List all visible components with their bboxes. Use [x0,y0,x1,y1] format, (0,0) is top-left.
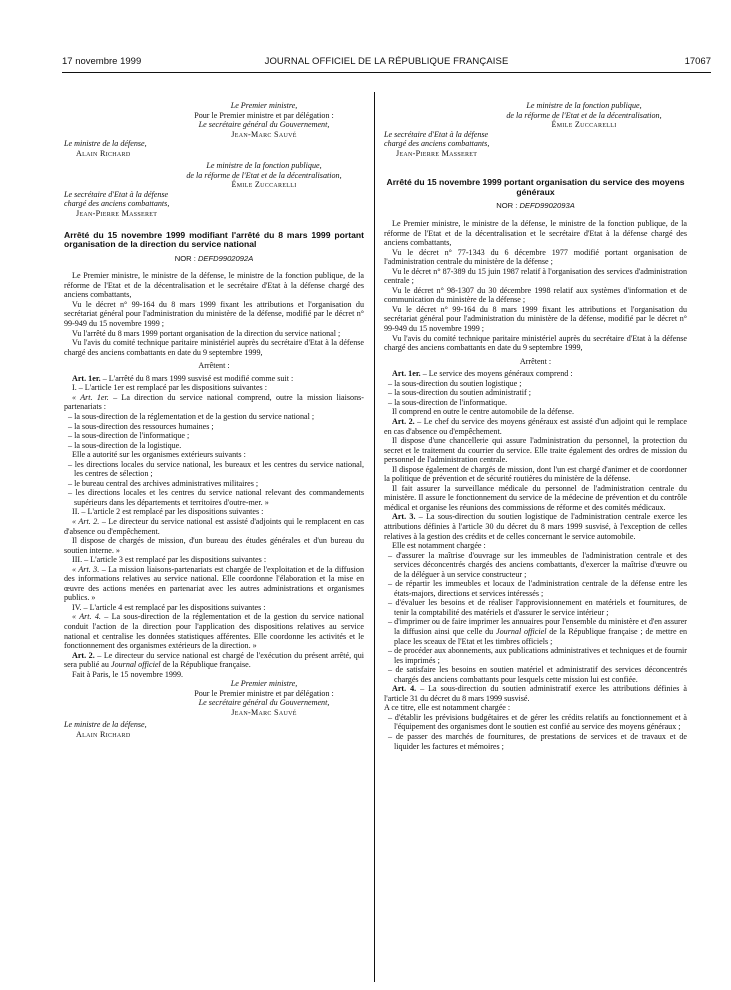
nor-reference-left: NOR : DEFD9902092A [174,253,254,263]
article-1: Art. 1er. – L'arrêté du 8 mars 1999 susvisé est modifié comme suit : [72,373,294,383]
signature-secretaire-etat: Le secrétaire d'Etat à la défense chargé des anciens combattants, Jean-Pierre Masseret [64,189,170,219]
section-i-intro: I. – L'article 1er est remplacé par les dispositions suivantes : [72,383,267,393]
list-item: – la sous-direction des ressources humaines ; [68,421,214,431]
list-item: – de passer des marchés de fournitures, de prestations de services et de travaux et de liquider les factures et mémoires ; [388,732,687,751]
list-item: – de procéder aux abonnements, aux publications administratives et techniques et de fournir les imprimés ; [388,646,687,665]
list-item: – la sous-direction du soutien administratif ; [388,388,531,398]
paragraph: A ce titre, elle est notamment chargée : [384,703,511,713]
signature-secretaire-etat-right: Le secrétaire d'Etat à la défense chargé des anciens combattants, Jean-Pierre Masseret [384,129,490,158]
paragraph: Elle est notamment chargée : [392,541,486,551]
section-ii-article: « Art. 2. – Le directeur du service national est assisté d'adjoints qui le remplacent en cas d'absence ou d'empêchement. [64,516,364,536]
section-ii-intro: II. – L'article 2 est remplacé par les dispositions suivantes : [72,507,264,517]
list-item: – de satisfaire les besoins en soutien matériel et administratif des services déconcentrés chargés des anciens combattants pour lesquels cette mission lui est confiée. [388,665,687,684]
list-item: – d'assurer la maîtrise d'ouvrage sur les immeubles de l'administration centrale et des services déconcentrés chargés des anciens combattants, d'exercer la maîtrise d'œuvre ou de la déléguer à un service constructeur ; [388,550,687,579]
preamble-paragraph: Vu le décret n° 87-389 du 15 juin 1987 relatif à l'organisation des services d'administration centrale ; [384,266,687,286]
section-iv-article: « Art. 4. – La sous-direction de la réglementation et de la gestion du service national conduit l'action de la direction pour l'application des dispositions relatives au service national et centralise les données statistiques afférentes. Elle coordonne les activités et le fonctionnement des organismes extérieurs de la direction. » [64,612,364,651]
preamble-paragraph: Le Premier ministre, le ministre de la défense, le ministre de la fonction publique, de la réforme de l'Etat et de la décentralisation et le secrétaire d'Etat à la défense chargé des anciens combattants, [384,219,687,248]
list-item: – le bureau central des archives administratives militaires ; [68,478,259,488]
preamble-paragraph: Vu le décret n° 99-164 du 8 mars 1999 fixant les attributions et l'organisation du secrétariat général pour l'administration du ministère de la défense, modifié par le décret n° 99-949 du 15 novembre 1999 ; [64,299,364,329]
paragraph: Il comprend en outre le centre automobile de la défense. [392,407,575,417]
column-divider [374,92,375,982]
section-i-article: « Art. 1er. – La direction du service national comprend, outre la mission liaisons-partenariats : [64,392,364,412]
preamble-paragraph: Vu l'avis du comité technique paritaire ministériel auprès du secrétaire d'Etat à la défense chargé des anciens combattants en date du 9 septembre 1999, [64,338,364,357]
header-rule [62,72,711,73]
signature-ministre-defense: Le ministre de la défense, Alain Richard [64,139,147,158]
journal-title: JOURNAL OFFICIEL DE LA RÉPUBLIQUE FRANÇAISE [264,56,509,67]
article-3: Art. 3. – La sous-direction du soutien logistique de l'administration centrale exerce les attributions définies à l'article 30 du décret du 8 mars 1999 susvisé, à l'exception de celles relatives à la gestion des crédits et de celles concernant le service automobile. [384,512,688,541]
page-number: 17067 [684,56,711,67]
arretent-heading: Arrêtent : [519,356,552,366]
list-item: – la sous-direction de la logistique. [68,440,182,450]
section-iii-intro: III. – L'article 3 est remplacé par les dispositions suivantes : [72,555,267,565]
preamble-paragraph: Vu l'avis du comité technique paritaire ministériel auprès du secrétaire d'Etat à la défense chargé des anciens combattants en date du 9 septembre 1999, [384,333,687,353]
paragraph: Il dispose d'une chancellerie qui assure l'administration du personnel, la protection du secret et le traitement du courrier du service. Elle traite également des ordres de mission du personnel de l'administration centrale. [384,436,687,465]
signature-ministre-fonction-publique: Le ministre de la fonction publique, de la réforme de l'Etat et de la décentralisation, Émile Zuccarelli [186,161,342,190]
list-item: – de répartir les immeubles et locaux de l'administration centrale de la défense entre les états-majors, directions et services intéressés ; [388,579,687,598]
preamble-paragraph: Vu l'arrêté du 8 mars 1999 portant organisation de la direction du service national ; [72,328,341,338]
article-1: Art. 1er. – Le service des moyens généraux comprend : [392,369,573,379]
paragraph: Elle a autorité sur les organismes extérieurs suivants : [72,450,246,460]
preamble-paragraph: Vu le décret n° 77-1343 du 6 décembre 1977 modifié portant organisation de l'administration centrale du ministère de la défense ; [384,247,687,267]
paragraph: Il dispose de chargés de mission, d'un bureau des études générales et d'un bureau du soutien interne. » [64,536,364,555]
list-item: – la sous-direction de l'informatique. [388,397,508,407]
list-item: – les directions locales du service national, les bureaux et les centres du service national, les centres de sélection ; [68,459,364,479]
page-header [62,56,711,70]
signature-ministre-fonction-publique-right: Le ministre de la fonction publique, de la réforme de l'Etat et de la décentralisation, Émile Zuccarelli [506,101,662,130]
paragraph: Il fait assurer la surveillance médicale du personnel de l'administration centrale du ministère. Il assure le fonctionnement du service de la médecine de prévention et du contrôle médical et organise les réunions des commissions de réforme et des comités médicaux. [384,483,687,512]
issue-date: 17 novembre 1999 [62,56,142,67]
list-item: – la sous-direction du soutien logistique ; [388,378,522,388]
nor-reference-right: NOR : DEFD9902093A [496,201,575,211]
list-item: – les directions locales et les centres du service national relevant des commandements supérieurs dans les départements et territoires d'outre-mer. » [68,488,364,507]
left-column [64,101,364,740]
list-item: – la sous-direction de l'informatique ; [68,431,190,441]
list-item: – d'évaluer les besoins et de réaliser l'approvisionnement en matériels et fournitures, de tenir la comptabilité des matériels et d'assurer le service intérieur ; [388,598,687,617]
preamble-paragraph: Le Premier ministre, le ministre de la défense, le ministre de la fonction publique, de la réforme de l'Etat et de la décentralisation et le secrétaire d'Etat à la défense chargé des anciens combattants, [64,271,364,300]
section-iv-intro: IV. – L'article 4 est remplacé par les dispositions suivantes : [72,602,266,612]
right-column [384,101,687,751]
preamble-paragraph: Vu le décret n° 99-164 du 8 mars 1999 fixant les attributions et l'organisation du secrétariat général pour l'administration du ministère de la défense, modifié par le décret n° 99-949 du 15 novembre 1999 ; [384,304,687,334]
paragraph: Il dispose également de chargés de mission, dont l'un est chargé d'animer et de coordonner la politique de prévention et de sécurité routières du ministère de la défense. [384,464,687,484]
article-4: Art. 4. – La sous-direction du soutien administratif exerce les attributions définies à l'article 31 du décret du 8 mars 1999 susvisé. [384,684,687,703]
fait-a-paris: Fait à Paris, le 15 novembre 1999. [72,669,184,679]
preamble-paragraph: Vu le décret n° 98-1307 du 30 décembre 1998 relatif aux systèmes d'information et de communication du ministère de la défense ; [384,285,687,305]
signature-ministre-defense-2: Le ministre de la défense, Alain Richard [64,720,147,739]
section-iii-article: « Art. 3. – La mission liaisons-partenariats est chargée de l'exploitation et de la diffusion des informations relatives au service national. Elle coordonne l'élaboration et la mise en œuvre des actions menées en partenariat avec les autres administrations et organismes publics. » [64,564,365,603]
list-item: – la sous-direction de la réglementation et de la gestion du service national ; [68,411,315,421]
arretent-heading: Arrêtent : [198,361,230,371]
article-2: Art. 2. – Le chef du service des moyens généraux est assisté d'un adjoint qui le remplace en cas d'absence ou d'empêchement. [384,416,687,436]
signature-premier-ministre-2: Le Premier ministre, Pour le Premier ministre et par délégation : Le secrétaire général du Gouvernement, Jean-Marc Sauvé [194,679,334,717]
arrete-title-right: Arrêté du 15 novembre 1999 portant organisation du service des moyens généraux [386,177,685,197]
arrete-title-left: Arrêté du 15 novembre 1999 modifiant l'arrêté du 8 mars 1999 portant organisation de la direction du service national [64,229,364,250]
article-2: Art. 2. – Le directeur du service national est chargé de l'exécution du présent arrêté, qui sera publié au Journal officiel de la République française. [64,650,365,670]
list-item: – d'établir les prévisions budgétaires et de gérer les crédits relatifs au fonctionnement et à l'équipement des organismes dont le soutien est confié au service des moyens généraux ; [388,712,687,732]
signature-premier-ministre: Le Premier ministre, Pour le Premier ministre et par délégation : Le secrétaire général du Gouvernement, Jean-Marc Sauvé [194,101,334,139]
list-item: – d'imprimer ou de faire imprimer les annuaires pour l'ensemble du ministère et d'en assurer la diffusion ainsi que celle du Journal officiel de la République française ; de mettre en place les sceaux de l'Etat et les timbres officiels ; [388,617,687,646]
